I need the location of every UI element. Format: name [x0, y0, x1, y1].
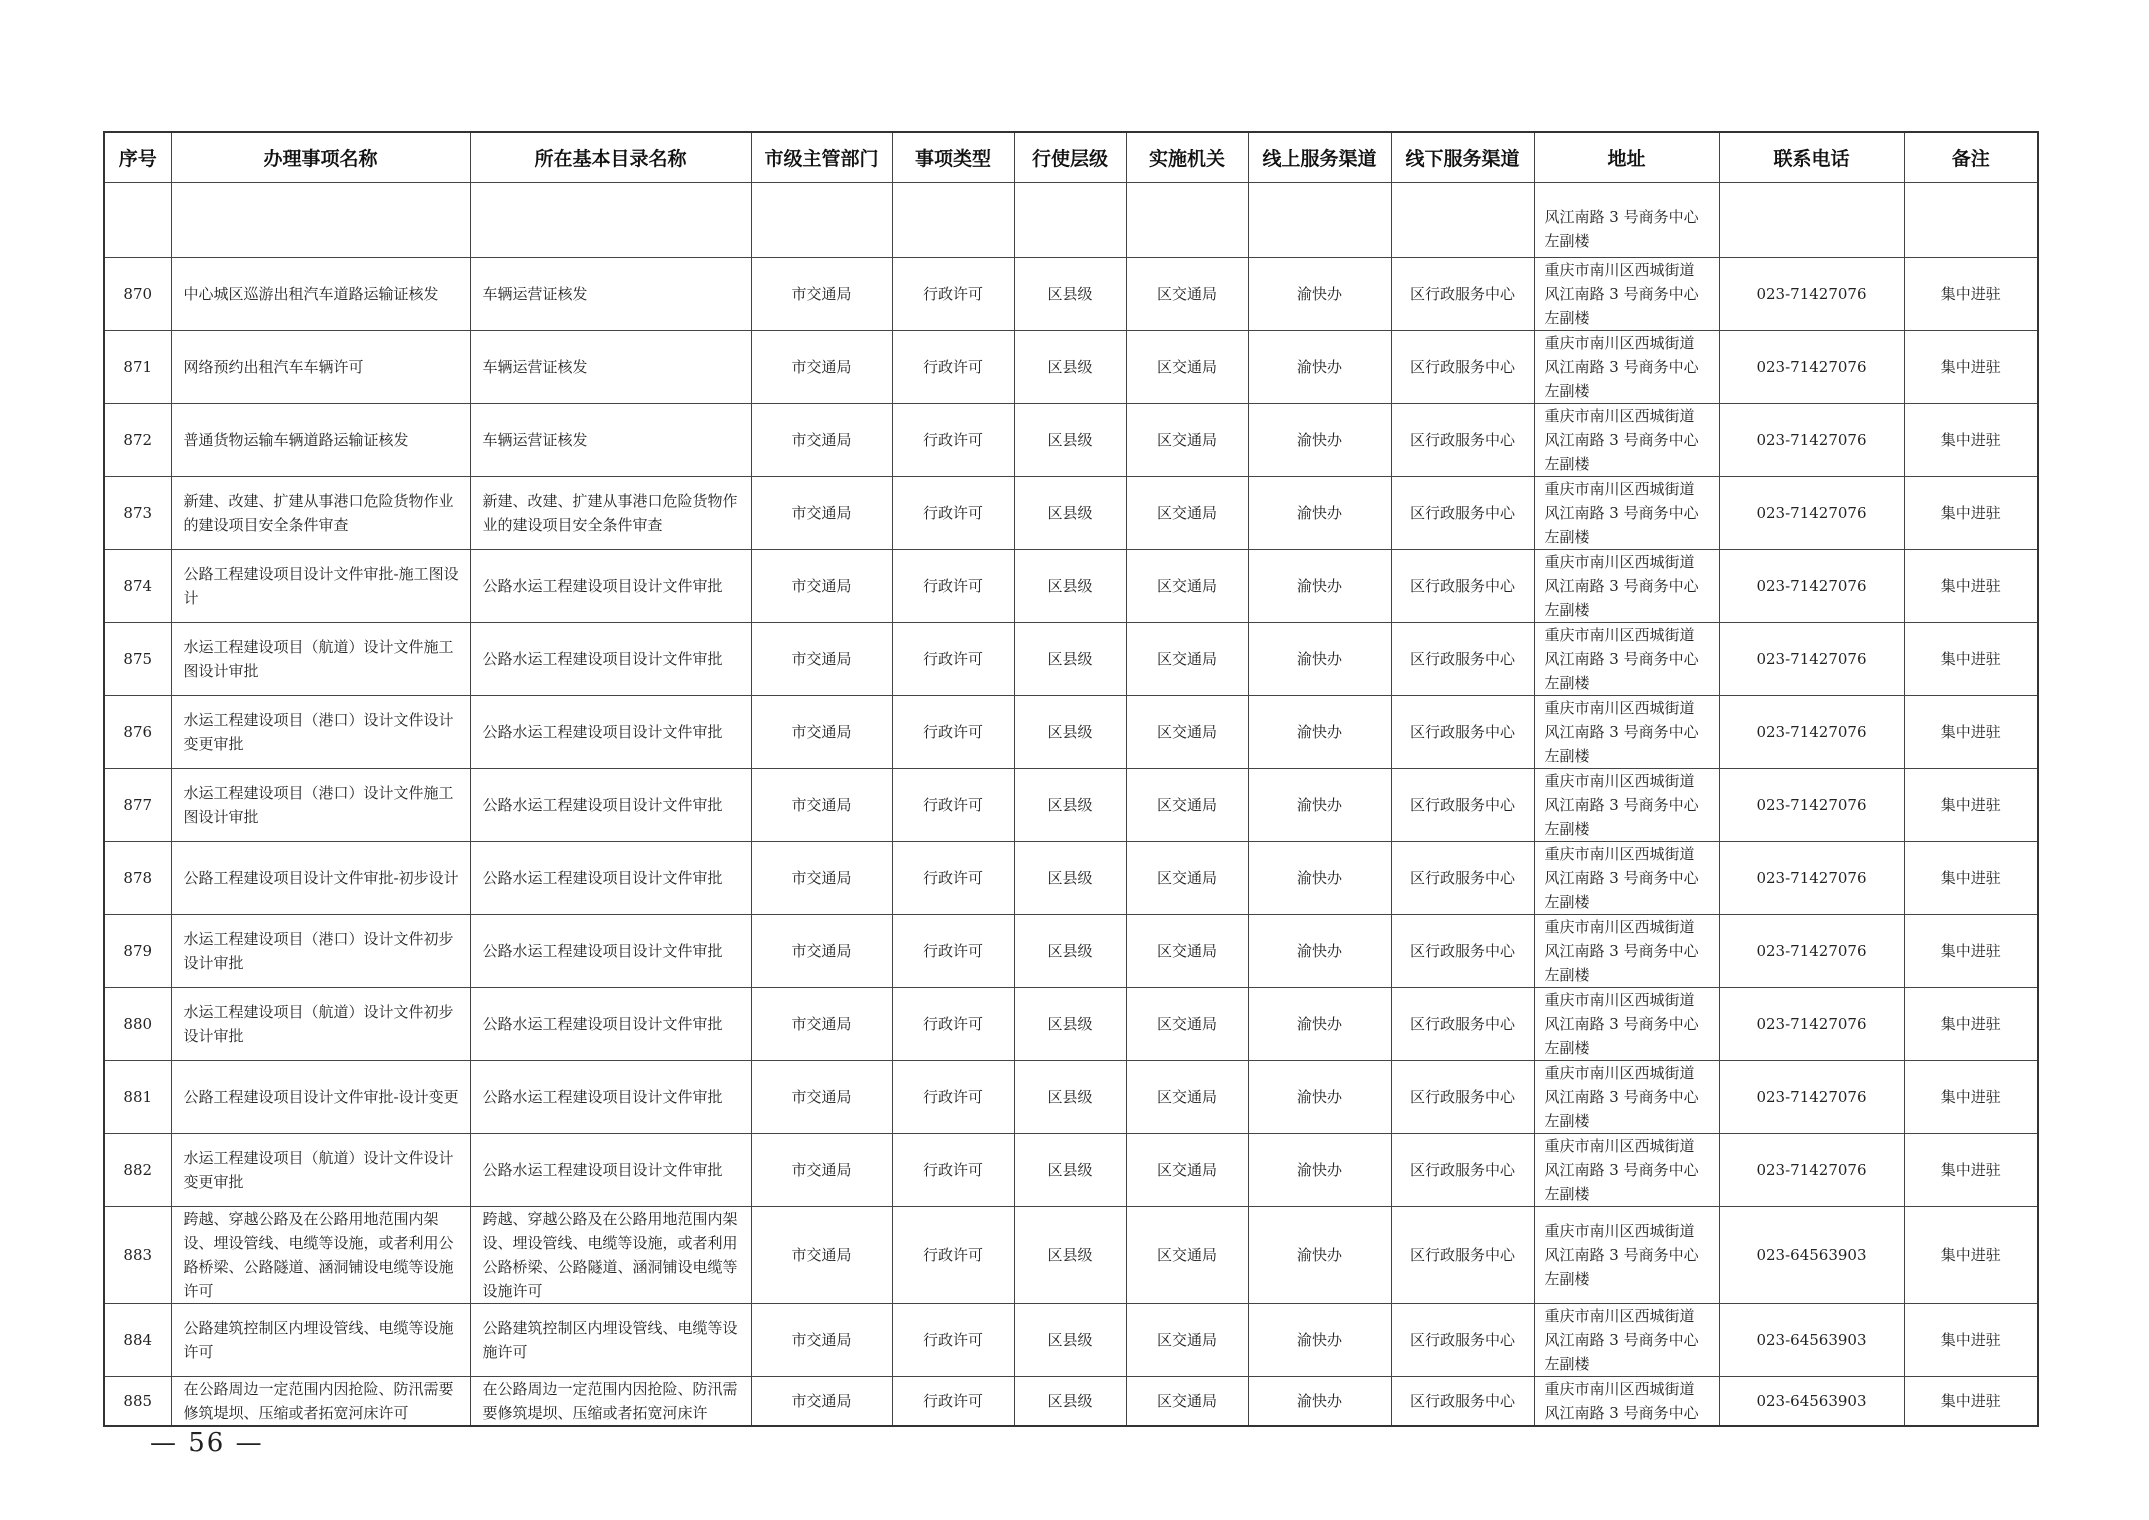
cell-note: 集中进驻 — [1904, 1304, 2038, 1377]
cell-agency: 区交通局 — [1126, 696, 1248, 769]
cell-offline-channel: 区行政服务中心 — [1391, 842, 1534, 915]
cell-no: 881 — [104, 1061, 171, 1134]
cell-level: 区县级 — [1014, 769, 1126, 842]
cell-no: 879 — [104, 915, 171, 988]
cell-catalog-name: 公路水运工程建设项目设计文件审批 — [470, 988, 751, 1061]
cell-level: 区县级 — [1014, 1377, 1126, 1427]
cell-offline-channel: 区行政服务中心 — [1391, 623, 1534, 696]
header-online-channel: 线上服务渠道 — [1248, 132, 1391, 183]
cell-offline-channel: 区行政服务中心 — [1391, 477, 1534, 550]
cell-note: 集中进驻 — [1904, 623, 2038, 696]
cell-item-name: 新建、改建、扩建从事港口危险货物作业的建设项目安全条件审查 — [171, 477, 470, 550]
cell-phone: 023-71427076 — [1719, 550, 1904, 623]
cell-note: 集中进驻 — [1904, 1061, 2038, 1134]
cell-agency: 区交通局 — [1126, 988, 1248, 1061]
cell-department: 市交通局 — [751, 1304, 892, 1377]
cell-catalog-name: 车辆运营证核发 — [470, 258, 751, 331]
table-row — [104, 550, 2038, 623]
cell-offline-channel: 区行政服务中心 — [1391, 988, 1534, 1061]
cell-item-type: 行政许可 — [892, 550, 1014, 623]
cell-phone: 023-71427076 — [1719, 477, 1904, 550]
cell-item-name: 水运工程建设项目（航道）设计文件施工图设计审批 — [171, 623, 470, 696]
cell-agency: 区交通局 — [1126, 404, 1248, 477]
cell-online-channel: 渝快办 — [1248, 769, 1391, 842]
cell-address: 重庆市南川区西城街道 风江南路 3 号商务中心 左副楼 — [1534, 404, 1719, 477]
cell-phone: 023-71427076 — [1719, 331, 1904, 404]
cell-phone: 023-71427076 — [1719, 842, 1904, 915]
cell-item-type: 行政许可 — [892, 915, 1014, 988]
cell-note: 集中进驻 — [1904, 915, 2038, 988]
cell-level: 区县级 — [1014, 1304, 1126, 1377]
cell-no: 871 — [104, 331, 171, 404]
cell-level: 区县级 — [1014, 696, 1126, 769]
cell-address: 重庆市南川区西城街道 风江南路 3 号商务中心 左副楼 — [1534, 1304, 1719, 1377]
cell-offline-channel — [1391, 183, 1534, 258]
cell-no: 878 — [104, 842, 171, 915]
cell-department: 市交通局 — [751, 842, 892, 915]
cell-phone: 023-71427076 — [1719, 769, 1904, 842]
cell-department: 市交通局 — [751, 623, 892, 696]
cell-level: 区县级 — [1014, 477, 1126, 550]
cell-item-name: 公路建筑控制区内埋设管线、电缆等设施许可 — [171, 1304, 470, 1377]
cell-item-name: 跨越、穿越公路及在公路用地范围内架设、埋设管线、电缆等设施，或者利用公路桥梁、公路隧道、涵洞铺设电缆等设施许可 — [171, 1207, 470, 1304]
cell-catalog-name: 公路水运工程建设项目设计文件审批 — [470, 915, 751, 988]
cell-item-type: 行政许可 — [892, 331, 1014, 404]
table-row — [104, 1207, 2038, 1304]
cell-online-channel: 渝快办 — [1248, 1134, 1391, 1207]
cell-item-name: 水运工程建设项目（港口）设计文件初步设计审批 — [171, 915, 470, 988]
cell-agency: 区交通局 — [1126, 915, 1248, 988]
cell-phone: 023-71427076 — [1719, 1061, 1904, 1134]
cell-item-type: 行政许可 — [892, 1134, 1014, 1207]
table-row — [104, 696, 2038, 769]
cell-level: 区县级 — [1014, 404, 1126, 477]
cell-note: 集中进驻 — [1904, 258, 2038, 331]
cell-offline-channel: 区行政服务中心 — [1391, 696, 1534, 769]
cell-item-name: 水运工程建设项目（航道）设计文件设计变更审批 — [171, 1134, 470, 1207]
page-number: — 56 — — [150, 1428, 264, 1458]
cell-online-channel: 渝快办 — [1248, 1304, 1391, 1377]
cell-note: 集中进驻 — [1904, 1377, 2038, 1427]
cell-offline-channel: 区行政服务中心 — [1391, 1207, 1534, 1304]
header-no: 序号 — [104, 132, 171, 183]
cell-note: 集中进驻 — [1904, 1207, 2038, 1304]
cell-department: 市交通局 — [751, 550, 892, 623]
cell-online-channel: 渝快办 — [1248, 1207, 1391, 1304]
table-row — [104, 1061, 2038, 1134]
cell-department: 市交通局 — [751, 769, 892, 842]
cell-online-channel: 渝快办 — [1248, 988, 1391, 1061]
cell-department: 市交通局 — [751, 258, 892, 331]
cell-offline-channel: 区行政服务中心 — [1391, 915, 1534, 988]
cell-department: 市交通局 — [751, 1061, 892, 1134]
table-row — [104, 331, 2038, 404]
cell-department: 市交通局 — [751, 1207, 892, 1304]
cell-online-channel: 渝快办 — [1248, 696, 1391, 769]
cell-department: 市交通局 — [751, 331, 892, 404]
cell-agency: 区交通局 — [1126, 1304, 1248, 1377]
cell-address: 重庆市南川区西城街道 风江南路 3 号商务中心 左副楼 — [1534, 1134, 1719, 1207]
cell-no: 880 — [104, 988, 171, 1061]
cell-address: 风江南路 3 号商务中心 左副楼 — [1534, 183, 1719, 258]
cell-address: 重庆市南川区西城街道 风江南路 3 号商务中心 左副楼 — [1534, 550, 1719, 623]
cell-address: 重庆市南川区西城街道 风江南路 3 号商务中心 左副楼 — [1534, 769, 1719, 842]
table-header-row — [104, 132, 2038, 183]
cell-address: 重庆市南川区西城街道 风江南路 3 号商务中心 左副楼 — [1534, 1061, 1719, 1134]
cell-catalog-name: 新建、改建、扩建从事港口危险货物作业的建设项目安全条件审查 — [470, 477, 751, 550]
header-agency: 实施机关 — [1126, 132, 1248, 183]
cell-address: 重庆市南川区西城街道 风江南路 3 号商务中心 左副楼 — [1534, 842, 1719, 915]
cell-department: 市交通局 — [751, 1134, 892, 1207]
cell-offline-channel: 区行政服务中心 — [1391, 1304, 1534, 1377]
cell-level: 区县级 — [1014, 623, 1126, 696]
cell-no: 885 — [104, 1377, 171, 1427]
cell-no: 884 — [104, 1304, 171, 1377]
table-row — [104, 769, 2038, 842]
cell-note: 集中进驻 — [1904, 988, 2038, 1061]
cell-note: 集中进驻 — [1904, 550, 2038, 623]
cell-phone: 023-71427076 — [1719, 1134, 1904, 1207]
cell-level: 区县级 — [1014, 1134, 1126, 1207]
cell-item-name: 中心城区巡游出租汽车道路运输证核发 — [171, 258, 470, 331]
header-phone: 联系电话 — [1719, 132, 1904, 183]
cell-address: 重庆市南川区西城街道 风江南路 3 号商务中心 左副楼 — [1534, 915, 1719, 988]
cell-phone: 023-64563903 — [1719, 1304, 1904, 1377]
cell-offline-channel: 区行政服务中心 — [1391, 258, 1534, 331]
cell-no: 883 — [104, 1207, 171, 1304]
cell-phone: 023-71427076 — [1719, 988, 1904, 1061]
cell-agency: 区交通局 — [1126, 258, 1248, 331]
header-catalog-name: 所在基本目录名称 — [470, 132, 751, 183]
cell-note: 集中进驻 — [1904, 477, 2038, 550]
cell-no: 875 — [104, 623, 171, 696]
cell-item-type: 行政许可 — [892, 623, 1014, 696]
cell-agency: 区交通局 — [1126, 550, 1248, 623]
cell-agency: 区交通局 — [1126, 842, 1248, 915]
table-row — [104, 1377, 2038, 1427]
cell-catalog-name: 公路水运工程建设项目设计文件审批 — [470, 769, 751, 842]
cell-online-channel: 渝快办 — [1248, 404, 1391, 477]
cell-note: 集中进驻 — [1904, 331, 2038, 404]
table-row — [104, 988, 2038, 1061]
cell-catalog-name: 公路水运工程建设项目设计文件审批 — [470, 842, 751, 915]
cell-note — [1904, 183, 2038, 258]
cell-no — [104, 183, 171, 258]
cell-online-channel: 渝快办 — [1248, 477, 1391, 550]
table-row — [104, 258, 2038, 331]
cell-department: 市交通局 — [751, 404, 892, 477]
cell-department: 市交通局 — [751, 477, 892, 550]
service-items-table — [103, 131, 2039, 1427]
cell-item-type: 行政许可 — [892, 404, 1014, 477]
cell-phone: 023-71427076 — [1719, 404, 1904, 477]
cell-online-channel: 渝快办 — [1248, 623, 1391, 696]
cell-online-channel: 渝快办 — [1248, 915, 1391, 988]
cell-catalog-name: 车辆运营证核发 — [470, 404, 751, 477]
cell-address: 重庆市南川区西城街道 风江南路 3 号商务中心 左副楼 — [1534, 477, 1719, 550]
table-row — [104, 477, 2038, 550]
cell-item-type: 行政许可 — [892, 1377, 1014, 1427]
cell-department: 市交通局 — [751, 1377, 892, 1427]
cell-department: 市交通局 — [751, 696, 892, 769]
cell-note: 集中进驻 — [1904, 842, 2038, 915]
cell-catalog-name: 公路水运工程建设项目设计文件审批 — [470, 1061, 751, 1134]
cell-agency: 区交通局 — [1126, 1134, 1248, 1207]
cell-item-type: 行政许可 — [892, 1061, 1014, 1134]
header-address: 地址 — [1534, 132, 1719, 183]
cell-offline-channel: 区行政服务中心 — [1391, 1061, 1534, 1134]
cell-agency: 区交通局 — [1126, 1061, 1248, 1134]
cell-catalog-name: 公路水运工程建设项目设计文件审批 — [470, 550, 751, 623]
cell-level: 区县级 — [1014, 842, 1126, 915]
cell-item-name — [171, 183, 470, 258]
cell-catalog-name: 车辆运营证核发 — [470, 331, 751, 404]
cell-agency: 区交通局 — [1126, 1377, 1248, 1427]
cell-catalog-name — [470, 183, 751, 258]
cell-no: 877 — [104, 769, 171, 842]
cell-phone: 023-71427076 — [1719, 915, 1904, 988]
cell-offline-channel: 区行政服务中心 — [1391, 769, 1534, 842]
cell-phone — [1719, 183, 1904, 258]
table-row — [104, 1304, 2038, 1377]
cell-item-name: 普通货物运输车辆道路运输证核发 — [171, 404, 470, 477]
cell-note: 集中进驻 — [1904, 769, 2038, 842]
header-item-name: 办理事项名称 — [171, 132, 470, 183]
cell-item-name: 水运工程建设项目（港口）设计文件施工图设计审批 — [171, 769, 470, 842]
cell-agency: 区交通局 — [1126, 477, 1248, 550]
cell-online-channel: 渝快办 — [1248, 331, 1391, 404]
cell-offline-channel: 区行政服务中心 — [1391, 331, 1534, 404]
table-row-partial — [104, 183, 2038, 258]
cell-address: 重庆市南川区西城街道 风江南路 3 号商务中心 左副楼 — [1534, 696, 1719, 769]
cell-no: 882 — [104, 1134, 171, 1207]
cell-item-name: 水运工程建设项目（航道）设计文件初步设计审批 — [171, 988, 470, 1061]
cell-level: 区县级 — [1014, 1207, 1126, 1304]
cell-level: 区县级 — [1014, 331, 1126, 404]
cell-department: 市交通局 — [751, 988, 892, 1061]
cell-item-type: 行政许可 — [892, 769, 1014, 842]
cell-note: 集中进驻 — [1904, 696, 2038, 769]
cell-no: 874 — [104, 550, 171, 623]
table-row — [104, 915, 2038, 988]
cell-agency: 区交通局 — [1126, 1207, 1248, 1304]
cell-phone: 023-64563903 — [1719, 1377, 1904, 1427]
cell-item-type: 行政许可 — [892, 477, 1014, 550]
cell-phone: 023-71427076 — [1719, 258, 1904, 331]
cell-department: 市交通局 — [751, 915, 892, 988]
cell-address: 重庆市南川区西城街道 风江南路 3 号商务中心 左副楼 — [1534, 988, 1719, 1061]
cell-online-channel: 渝快办 — [1248, 550, 1391, 623]
cell-level: 区县级 — [1014, 988, 1126, 1061]
cell-department — [751, 183, 892, 258]
cell-item-type: 行政许可 — [892, 1207, 1014, 1304]
cell-level — [1014, 183, 1126, 258]
table-row — [104, 404, 2038, 477]
cell-item-name: 网络预约出租汽车车辆许可 — [171, 331, 470, 404]
cell-address: 重庆市南川区西城街道 风江南路 3 号商务中心 左副楼 — [1534, 623, 1719, 696]
cell-phone: 023-64563903 — [1719, 1207, 1904, 1304]
cell-offline-channel: 区行政服务中心 — [1391, 404, 1534, 477]
cell-catalog-name: 在公路周边一定范围内因抢险、防汛需要修筑堤坝、压缩或者拓宽河床许 — [470, 1377, 751, 1427]
cell-item-type: 行政许可 — [892, 258, 1014, 331]
cell-address: 重庆市南川区西城街道 风江南路 3 号商务中心 — [1534, 1377, 1719, 1427]
cell-item-type: 行政许可 — [892, 696, 1014, 769]
cell-offline-channel: 区行政服务中心 — [1391, 1134, 1534, 1207]
cell-no: 876 — [104, 696, 171, 769]
cell-address: 重庆市南川区西城街道 风江南路 3 号商务中心 左副楼 — [1534, 258, 1719, 331]
cell-agency: 区交通局 — [1126, 331, 1248, 404]
cell-online-channel: 渝快办 — [1248, 258, 1391, 331]
table-row — [104, 623, 2038, 696]
cell-offline-channel: 区行政服务中心 — [1391, 550, 1534, 623]
cell-catalog-name: 公路水运工程建设项目设计文件审批 — [470, 696, 751, 769]
cell-catalog-name: 公路建筑控制区内埋设管线、电缆等设施许可 — [470, 1304, 751, 1377]
cell-level: 区县级 — [1014, 258, 1126, 331]
cell-agency: 区交通局 — [1126, 623, 1248, 696]
cell-no: 873 — [104, 477, 171, 550]
cell-online-channel: 渝快办 — [1248, 842, 1391, 915]
cell-catalog-name: 跨越、穿越公路及在公路用地范围内架设、埋设管线、电缆等设施，或者利用公路桥梁、公路隧道、涵洞铺设电缆等设施许可 — [470, 1207, 751, 1304]
cell-no: 872 — [104, 404, 171, 477]
table-row — [104, 842, 2038, 915]
cell-note: 集中进驻 — [1904, 404, 2038, 477]
cell-catalog-name: 公路水运工程建设项目设计文件审批 — [470, 623, 751, 696]
cell-item-name: 在公路周边一定范围内因抢险、防汛需要修筑堤坝、压缩或者拓宽河床许可 — [171, 1377, 470, 1427]
header-item-type: 事项类型 — [892, 132, 1014, 183]
cell-item-type: 行政许可 — [892, 842, 1014, 915]
cell-online-channel — [1248, 183, 1391, 258]
cell-item-name: 水运工程建设项目（港口）设计文件设计变更审批 — [171, 696, 470, 769]
header-department: 市级主管部门 — [751, 132, 892, 183]
cell-agency: 区交通局 — [1126, 769, 1248, 842]
cell-level: 区县级 — [1014, 915, 1126, 988]
table-row — [104, 1134, 2038, 1207]
cell-level: 区县级 — [1014, 550, 1126, 623]
cell-item-name: 公路工程建设项目设计文件审批-施工图设计 — [171, 550, 470, 623]
cell-online-channel: 渝快办 — [1248, 1377, 1391, 1427]
cell-item-type: 行政许可 — [892, 1304, 1014, 1377]
cell-offline-channel: 区行政服务中心 — [1391, 1377, 1534, 1427]
cell-no: 870 — [104, 258, 171, 331]
cell-catalog-name: 公路水运工程建设项目设计文件审批 — [470, 1134, 751, 1207]
cell-note: 集中进驻 — [1904, 1134, 2038, 1207]
cell-address: 重庆市南川区西城街道 风江南路 3 号商务中心 左副楼 — [1534, 1207, 1719, 1304]
cell-online-channel: 渝快办 — [1248, 1061, 1391, 1134]
cell-level: 区县级 — [1014, 1061, 1126, 1134]
header-note: 备注 — [1904, 132, 2038, 183]
cell-item-name: 公路工程建设项目设计文件审批-设计变更 — [171, 1061, 470, 1134]
cell-address: 重庆市南川区西城街道 风江南路 3 号商务中心 左副楼 — [1534, 331, 1719, 404]
cell-phone: 023-71427076 — [1719, 696, 1904, 769]
cell-item-name: 公路工程建设项目设计文件审批-初步设计 — [171, 842, 470, 915]
cell-agency — [1126, 183, 1248, 258]
cell-item-type: 行政许可 — [892, 988, 1014, 1061]
cell-phone: 023-71427076 — [1719, 623, 1904, 696]
header-level: 行使层级 — [1014, 132, 1126, 183]
header-offline-channel: 线下服务渠道 — [1391, 132, 1534, 183]
cell-item-type — [892, 183, 1014, 258]
